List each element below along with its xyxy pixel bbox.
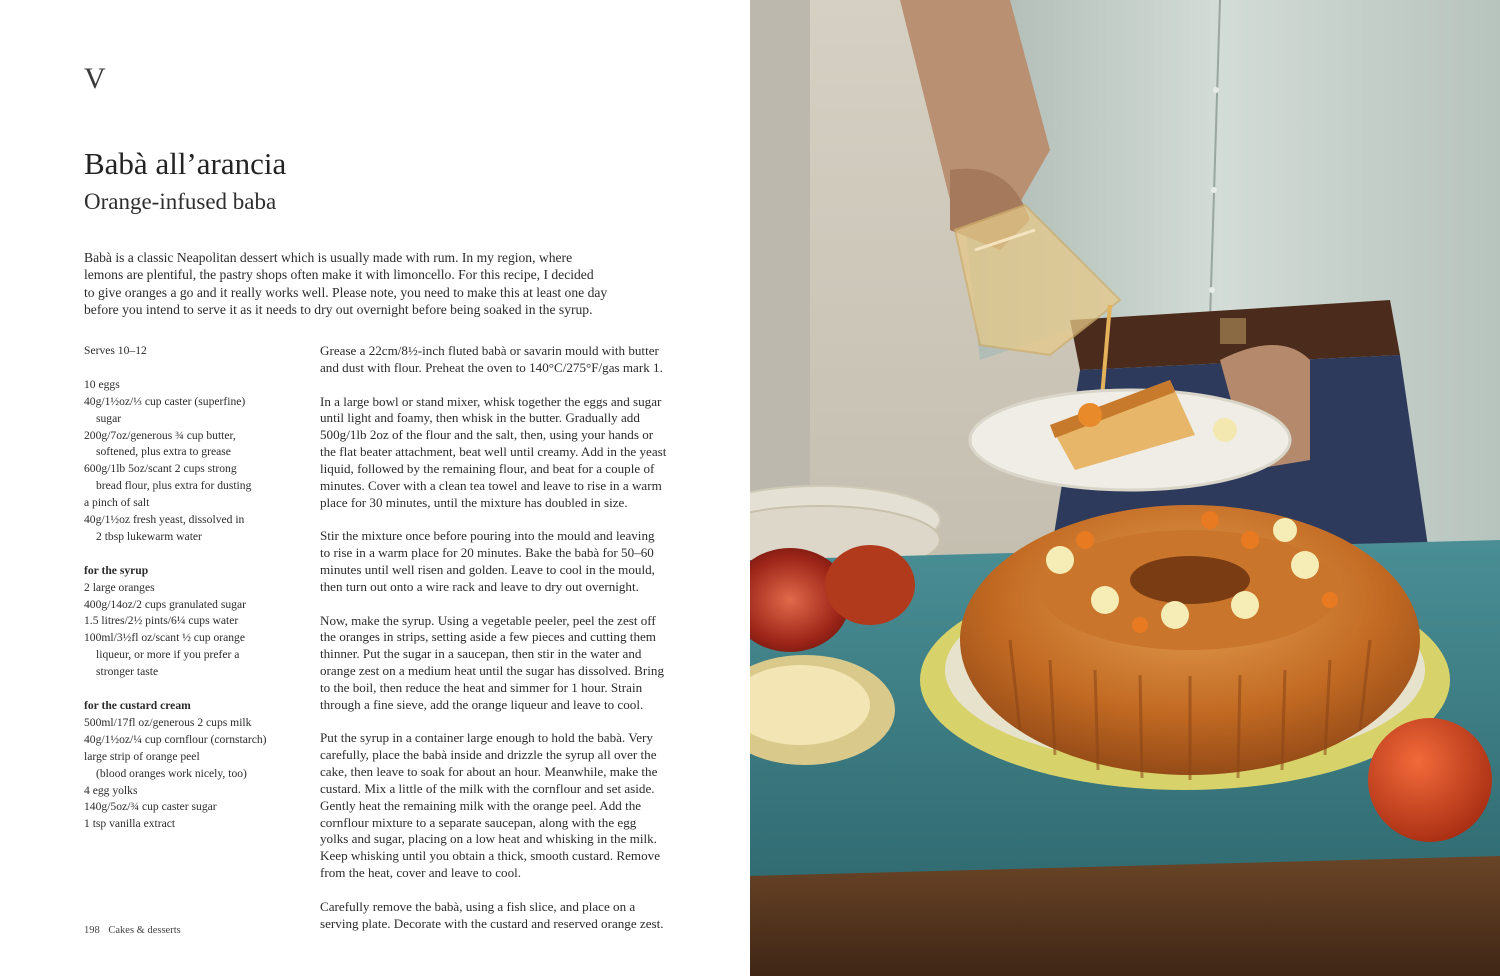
method-text (320, 343, 700, 949)
ingredient-line: sugar (96, 411, 122, 425)
ingredient-line: 10 eggs (84, 377, 120, 391)
ingredient-line: 1.5 litres/2½ pints/6¼ cups water (84, 614, 239, 628)
intro-line: to give oranges a go and it really works well. Please note, you need to make this at least one day (84, 284, 608, 300)
method-line: cornflour mixture to a separate saucepan, along with the egg (320, 814, 637, 830)
method-step (320, 730, 700, 882)
section-name: Cakes & desserts (108, 925, 181, 936)
method-line: Stir the mixture once before pouring into the mould and leaving (320, 528, 655, 544)
method-line: Gently heat the remaining milk with the orange peel. Add the (320, 797, 642, 813)
ingredient-line: softened, plus extra to grease (96, 445, 231, 459)
recipe-intro (84, 249, 684, 318)
method-line: Carefully remove the babà, using a fish slice, and place on a (320, 898, 636, 914)
method-line: In a large bowl or stand mixer, whisk together the eggs and sugar (320, 393, 662, 409)
ingredient-line: stronger taste (96, 665, 159, 679)
ingredient-line: 500ml/17fl oz/generous 2 cups milk (84, 715, 252, 729)
method-line: serving plate. Decorate with the custard and reserved orange zest. (320, 915, 664, 931)
intro-line: before you intend to serve it as it needs to dry out overnight before being soaked in the syrup. (84, 301, 593, 317)
recipe-title: Babà all’arancia (84, 146, 287, 181)
method-line: Grease a 22cm/8½-inch fluted babà or savarin mould with butter (320, 343, 659, 358)
serves-label: Serves 10–12 (84, 344, 147, 357)
intro-line: lemons are plentiful, the pastry shops often make it with limoncello. For this recipe, I decided (84, 267, 594, 283)
ingredient-line: liqueur, or more if you prefer a (96, 648, 240, 662)
method-line: place for 30 minutes, until the mixture has doubled in size. (320, 494, 628, 510)
ingredient-line: 600g/1lb 5oz/scant 2 cups strong (84, 462, 237, 476)
ingredient-line: 400g/14oz/2 cups granulated sugar (84, 597, 246, 611)
method-line: through a fine sieve, add the orange liqueur and leave to cool. (320, 696, 644, 712)
ingredient-line: 2 large oranges (84, 580, 155, 594)
ingredient-line: a pinch of salt (84, 496, 150, 510)
method-line: until light and foamy, then whisk in the butter. Gradually add (320, 410, 640, 426)
method-line: from the heat, cover and leave to cool. (320, 865, 522, 881)
method-step (320, 394, 700, 512)
ingredient-line: 40g/1½oz fresh yeast, dissolved in (84, 513, 245, 527)
baba-photo-icon (750, 0, 1500, 976)
method-step (320, 613, 700, 714)
method-line: Put the syrup in a container large enough to hold the babà. Very (320, 730, 653, 746)
method-step (320, 343, 700, 377)
method-line: thinner. Put the sugar in a saucepan, then stir in the water and (320, 646, 642, 662)
method-line: yolks and sugar, placing on a low heat and whisking in the milk. (320, 831, 657, 847)
method-line: and dust with flour. Preheat the oven to 140°C/275°F/gas mark 1. (320, 359, 663, 375)
method-line: to the boil, then reduce the heat and simmer for 1 hour. Strain (320, 679, 643, 695)
method-step (320, 528, 700, 595)
method-step (320, 899, 700, 933)
ingredients-list (84, 343, 309, 833)
method-line: liquid, followed by the remaining flour, and beat for a couple of (320, 460, 655, 476)
method-line: the flat beater attachment, beat well until creamy. Add in the yeast (320, 444, 667, 460)
ingredient-line: bread flour, plus extra for dusting (96, 479, 252, 493)
page-number: 198 (84, 925, 100, 936)
recipe-subtitle: Orange-infused baba (84, 189, 277, 214)
ingredient-line: 100ml/3½fl oz/scant ½ cup orange (84, 631, 245, 645)
method-line: orange zest on a medium heat until the sugar has dissolved. Bring (320, 663, 664, 679)
method-line: Keep whisking until you obtain a thick, smooth custard. Remove (320, 848, 661, 864)
ingredient-line: large strip of orange peel (84, 749, 200, 763)
ingredient-line: 1 tsp vanilla extract (84, 817, 176, 831)
ingredient-line: 2 tbsp lukewarm water (96, 529, 202, 543)
intro-line: Babà is a classic Neapolitan dessert which is usually made with rum. In my region, where (84, 250, 573, 265)
method-line: minutes until well risen and golden. Leave to cool in the mould, (320, 561, 655, 577)
method-line: carefully, place the babà inside and drizzle the syrup all over the (320, 747, 657, 763)
method-line: cake, then leave to soak for about an hour. Meanwhile, make the (320, 764, 658, 780)
recipe-photo (750, 0, 1500, 976)
method-line: 500g/1lb 2oz of the flour and the salt, then, using your hands or (320, 427, 654, 443)
ingredient-line: 200g/7oz/generous ¾ cup butter, (84, 428, 236, 442)
method-line: custard. Mix a little of the milk with the cornflour and set aside. (320, 780, 655, 796)
syrup-heading: for the syrup (84, 563, 149, 577)
method-line: to rise in a warm place for 20 minutes. Bake the babà for 50–60 (320, 545, 654, 561)
vegetarian-badge: V (84, 62, 107, 95)
method-line: Now, make the syrup. Using a vegetable peeler, peel the zest off (320, 612, 656, 628)
page-footer (84, 925, 181, 936)
ingredient-line: 40g/1½oz/⅓ cup caster (superfine) (84, 394, 246, 408)
method-line: then turn out onto a wire rack and leave to dry out overnight. (320, 578, 639, 594)
method-line: minutes. Cover with a clean tea towel and leave to rise in a warm (320, 477, 662, 493)
ingredient-line: 140g/5oz/¾ cup caster sugar (84, 800, 217, 814)
custard-heading: for the custard cream (84, 698, 191, 712)
ingredient-line: 4 egg yolks (84, 783, 138, 797)
ingredient-line: 40g/1½oz/¼ cup cornflour (cornstarch) (84, 732, 267, 746)
method-line: the oranges in strips, setting aside a few pieces and cutting them (320, 629, 656, 645)
ingredient-line: (blood oranges work nicely, too) (96, 766, 247, 780)
